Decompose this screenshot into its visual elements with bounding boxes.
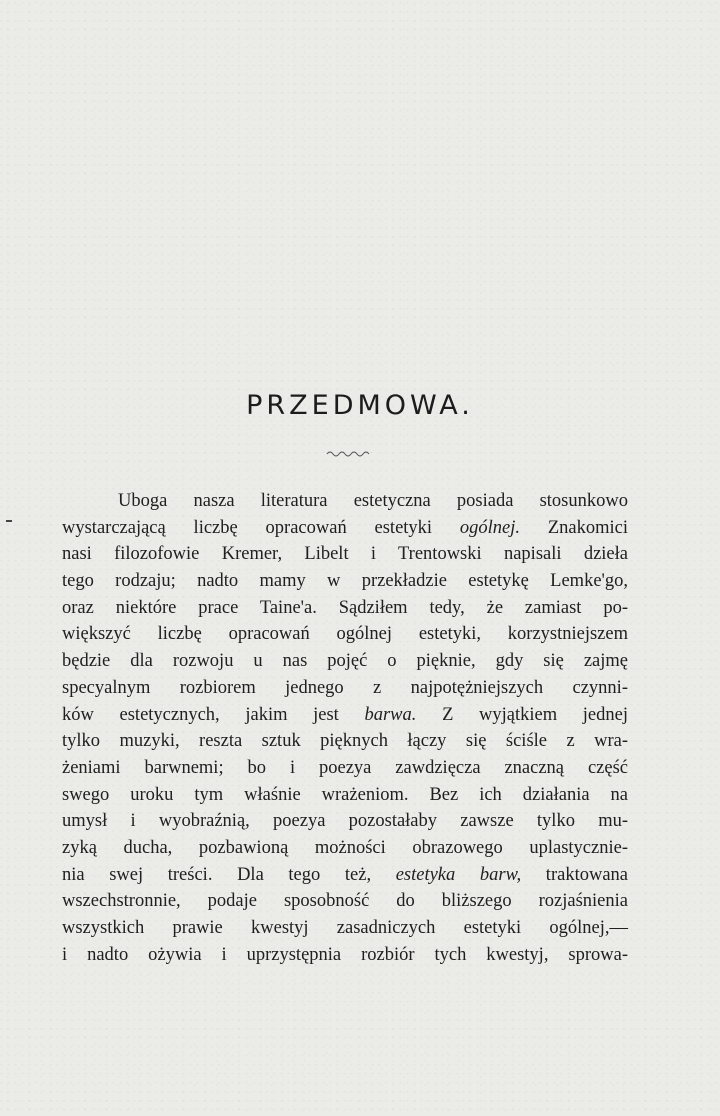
line-text: tylko muzyki, reszta sztuk pięknych łączy się ściśle z wra- [62, 731, 628, 752]
line-text-before: nia swej treści. Dla tego też, [62, 864, 396, 885]
italic-term: estetyka barw, [395, 864, 522, 885]
line-text: i nadto ożywia i uprzystępnia rozbiór tych kwestyj, sprowa- [62, 944, 628, 965]
preface-paragraph [62, 488, 628, 968]
line-text: wszechstronnie, podaje sposobność do bliższego rozjaśnienia [62, 891, 628, 912]
text-line [62, 782, 628, 809]
line-text: będzie dla rozwoju u nas pojęć o pięknie, gdy się zajmę [62, 651, 628, 672]
line-text: swego uroku tym właśnie wrażeniom. Bez ich działania na [62, 784, 628, 805]
line-text: zyką ducha, pozbawioną możności obrazowego uplastycznie- [62, 837, 628, 858]
text-line [62, 595, 628, 622]
text-line [62, 835, 628, 862]
line-text: większyć liczbę opracowań ogólnej estetyki, korzystniejszem [62, 624, 628, 645]
italic-term: ogólnej. [459, 517, 521, 538]
text-line [62, 942, 628, 969]
line-text: tego rodzaju; nadto mamy w przekładzie estetykę Lemke'go, [62, 571, 628, 592]
text-line [62, 702, 628, 729]
line-text: umysł i wyobraźnią, poezya pozostałaby zawsze tylko mu- [62, 811, 628, 832]
line-text-after: Z wyjątkiem jednej [416, 704, 628, 725]
text-line [62, 568, 628, 595]
text-line [62, 915, 628, 942]
text-line [62, 888, 628, 915]
line-text-before: wystarczającą liczbę opracowań estetyki [62, 517, 460, 538]
text-line [62, 515, 628, 542]
margin-mark [6, 520, 12, 522]
line-text: Uboga nasza literatura estetyczna posiada stosunkowo [118, 491, 628, 511]
line-text-after: Znakomici [520, 517, 628, 538]
text-line [62, 728, 628, 755]
line-text: wszystkich prawie kwestyj zasadniczych estetyki ogólnej,— [62, 918, 628, 938]
text-line [62, 648, 628, 675]
line-text-before: ków estetycznych, jakim jest [62, 704, 365, 725]
wavy-rule-ornament-icon [326, 450, 372, 458]
text-line [62, 755, 628, 782]
text-line [62, 488, 628, 515]
text-line [62, 808, 628, 835]
line-text: oraz niektóre prace Taine'a. Sądziłem tedy, że zamiast po- [62, 597, 628, 618]
line-text: specyalnym rozbiorem jednego z najpotężniejszych czynni- [62, 677, 628, 698]
line-text: nasi filozofowie Kremer, Libelt i Trentowski napisali dzieła [62, 544, 628, 565]
text-line [62, 862, 628, 889]
line-text-after: traktowana [521, 864, 628, 885]
text-line [62, 541, 628, 568]
text-line [62, 675, 628, 702]
italic-term: barwa. [364, 704, 417, 725]
text-line [62, 621, 628, 648]
page-title: PRZEDMOWA. [246, 390, 474, 421]
line-text: żeniami barwnemi; bo i poezya zawdzięcza znaczną część [62, 757, 628, 778]
